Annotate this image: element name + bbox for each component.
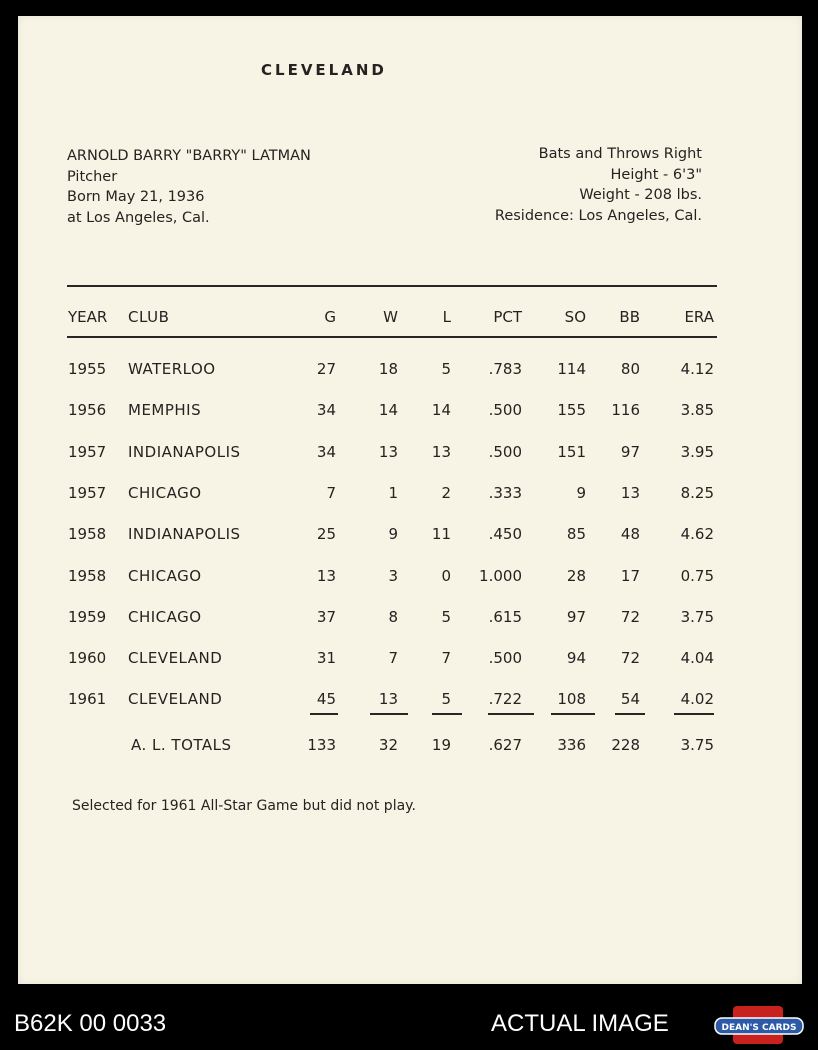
cell-bb: 72 [620,649,640,667]
cell-era: 4.12 [680,360,714,378]
header-g: G [324,308,336,326]
team-name: CLEVELAND [261,61,387,79]
player-bio [67,146,311,228]
underline-w [370,713,408,715]
cell-l: 0 [441,567,451,585]
totals-label: A. L. TOTALS [131,736,232,754]
cell-club: CLEVELAND [128,649,223,667]
cell-pct: .615 [488,608,522,626]
cell-pct: .450 [488,525,522,543]
residence: Residence: Los Angeles, Cal. [494,207,702,224]
cell-pct: 1.000 [479,567,522,585]
player-position: Pitcher [67,168,118,185]
cell-l: 5 [441,608,451,626]
totals-g: 133 [307,736,336,754]
cell-year: 1958 [68,567,107,585]
cell-pct: .500 [488,401,522,419]
cell-year: 1959 [68,608,107,626]
cell-w: 8 [388,608,398,626]
cell-l: 2 [441,484,451,502]
cell-pct: .500 [488,443,522,461]
cell-g: 7 [326,484,336,502]
cell-era: 3.75 [680,608,714,626]
cell-l: 5 [441,690,451,708]
cell-year: 1955 [68,360,107,378]
cell-so: 155 [557,401,586,419]
cell-bb: 72 [620,608,640,626]
stats-row [18,401,802,423]
cell-bb: 17 [620,567,640,585]
cell-so: 9 [576,484,586,502]
underline-pct [488,713,534,715]
cell-bb: 97 [620,443,640,461]
cell-w: 13 [378,690,398,708]
cell-bb: 116 [611,401,640,419]
cell-era: 4.04 [680,649,714,667]
cell-club: INDIANAPOLIS [128,525,241,543]
inventory-id: B62K 00 0033 [14,1010,167,1037]
stats-row [18,360,802,382]
stats-row [18,567,802,589]
cell-club: CHICAGO [128,608,202,626]
cell-l: 7 [441,649,451,667]
deans-cards-logo [713,1004,805,1046]
cell-club: MEMPHIS [128,401,202,419]
cell-so: 114 [557,360,586,378]
cell-l: 11 [431,525,451,543]
totals-so: 336 [557,736,586,754]
stats-row [18,484,802,506]
cell-l: 13 [431,443,451,461]
player-name: ARNOLD BARRY "BARRY" LATMAN [67,148,311,164]
card-back [18,16,802,984]
header-pct: PCT [493,308,522,326]
stats-row [18,608,802,630]
stats-row [18,690,802,712]
cell-bb: 13 [620,484,640,502]
cell-era: 3.85 [680,401,714,419]
logo-text: DEAN'S CARDS [721,1023,797,1033]
cell-bb: 54 [620,690,640,708]
underline-l [432,713,462,715]
totals-row [18,736,802,758]
weight: Weight - 208 lbs. [579,187,702,203]
header-year: YEAR [68,308,108,326]
cell-club: CHICAGO [128,567,202,585]
cell-year: 1958 [68,525,107,543]
cell-w: 9 [388,525,398,543]
cell-bb: 48 [620,525,640,543]
player-physical [495,144,702,226]
cell-era: 0.75 [680,567,714,585]
cell-club: CHICAGO [128,484,202,502]
cell-w: 3 [388,567,398,585]
cell-year: 1957 [68,443,107,461]
player-birthplace: at Los Angeles, Cal. [67,209,210,226]
cell-l: 14 [431,401,451,419]
totals-l: 19 [431,736,451,754]
cell-w: 1 [388,484,398,502]
totals-w: 32 [378,736,398,754]
cell-g: 31 [316,649,336,667]
cell-w: 18 [378,360,398,378]
cell-pct: .783 [488,360,522,378]
cell-g: 27 [316,360,336,378]
header-club: CLUB [128,308,170,326]
underline-so [551,713,595,715]
player-born: Born May 21, 1936 [67,189,205,205]
header-so: SO [564,308,586,326]
cell-era: 8.25 [680,484,714,502]
stats-row [18,525,802,547]
cell-g: 37 [316,608,336,626]
cell-so: 97 [566,608,586,626]
cell-club: CLEVELAND [128,690,223,708]
underline-era [674,713,714,715]
all-star-note: Selected for 1961 All-Star Game but did not play. [72,798,416,814]
cell-pct: .722 [488,690,522,708]
cell-era: 3.95 [680,443,714,461]
underline-bb [615,713,645,715]
bats-throws: Bats and Throws Right [538,146,702,162]
cell-year: 1960 [68,649,107,667]
header-era: ERA [684,308,714,326]
cell-era: 4.62 [680,525,714,543]
cell-pct: .500 [488,649,522,667]
totals-bb: 228 [611,736,640,754]
cell-w: 7 [388,649,398,667]
header-l: L [442,308,451,326]
cell-era: 4.02 [680,690,714,708]
table-header-rule [67,336,717,338]
cell-g: 13 [316,567,336,585]
cell-pct: .333 [488,484,522,502]
height: Height - 6'3" [610,166,702,183]
cell-club: WATERLOO [128,360,216,378]
cell-so: 108 [557,690,586,708]
cell-year: 1956 [68,401,107,419]
cell-so: 28 [566,567,586,585]
header-bb: BB [619,308,640,326]
cell-g: 25 [316,525,336,543]
cell-bb: 80 [620,360,640,378]
cell-w: 14 [378,401,398,419]
header-w: W [383,308,398,326]
cell-g: 45 [316,690,336,708]
underline-g [310,713,338,715]
totals-pct: .627 [488,736,522,754]
cell-w: 13 [378,443,398,461]
cell-so: 151 [557,443,586,461]
stats-header-row [18,308,802,330]
cell-so: 85 [566,525,586,543]
table-top-rule [67,285,717,287]
cell-so: 94 [566,649,586,667]
stats-row [18,649,802,671]
cell-year: 1961 [68,690,107,708]
totals-era: 3.75 [680,736,714,754]
cell-g: 34 [316,401,336,419]
actual-image-label: ACTUAL IMAGE [491,1010,669,1037]
cell-year: 1957 [68,484,107,502]
cell-l: 5 [441,360,451,378]
cell-club: INDIANAPOLIS [128,443,241,461]
cell-g: 34 [316,443,336,461]
stats-row [18,443,802,465]
